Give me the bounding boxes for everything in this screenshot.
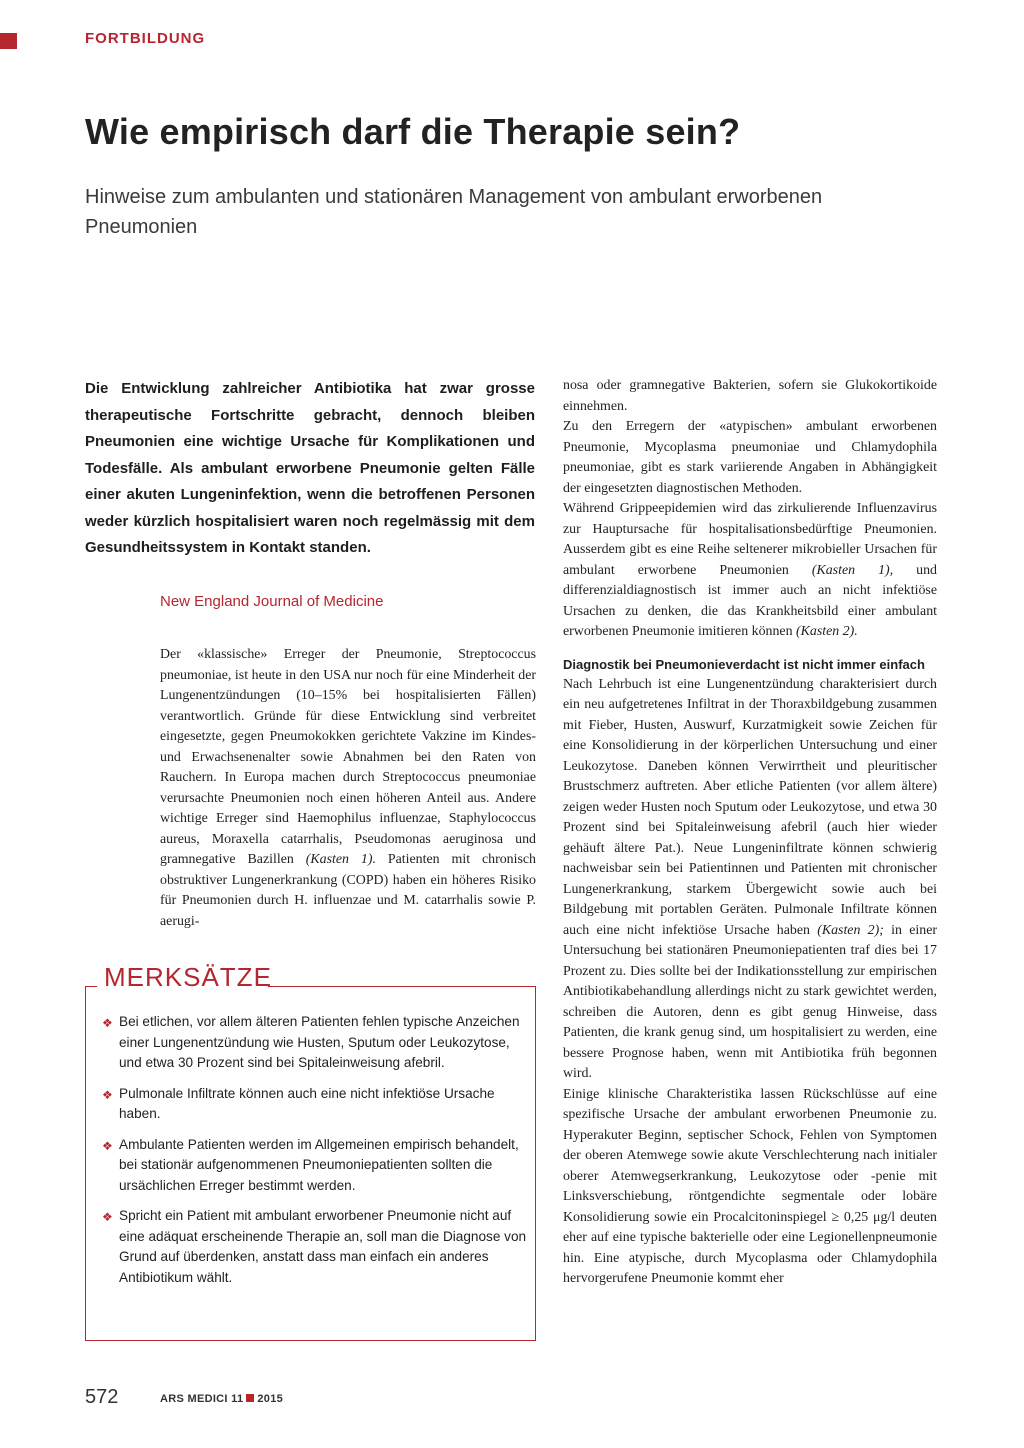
article-subtitle: Hinweise zum ambulanten und stationären Management von ambulant erworbenen Pneumonien [85, 186, 823, 238]
paragraph: nosa oder gramnegative Bakterien, sofern sie Glukokortikoide einnehmen. [563, 378, 937, 414]
diamond-bullet-icon: ❖ [102, 1210, 113, 1224]
paragraph: Einige klinische Charakteristika lassen Rückschlüsse auf eine spezifische Ursache der ambulant erworbenen Pneumonie zu. Hyperakuter Beginn, septischer Schock, Fehlen von Symptomen der oberen Atemwege sowie akute Verschlechterung nach initialer oberer Atemwegserkrankung, Leukozytose oder -penie mit Linksverschiebung, röntgendichte segmentale oder lobäre Konsolidierung sowie ein Procalcitoninspiegel ≥ 0,25 μg/l deuten eher auf eine typische bakterielle oder eine Legionellenpneumonie hin. Eine atypische, durch Mycoplasma oder Chlamydophila hervorgerufene Pneumonie kommt eher [563, 1086, 937, 1286]
lead-paragraph: Die Entwicklung zahlreicher Antibiotika hat zwar grosse therapeutische Fortschritte gebracht, dennoch bleiben Pneumonien eine wichtige Ursache für Komplikationen und Todesfälle. Als ambulant erworbene Pneumonie gelten Fälle einer akuten Lungeninfektion, wenn die betroffenen Personen weder kürzlich hospitalisiert waren noch regelmässig mit dem Gesundheitssystem in Kontakt standen. [85, 380, 535, 556]
source-label: New England Journal of Medicine [160, 593, 384, 610]
page-number: 572 [85, 1386, 119, 1408]
footer-magazine: ARS MEDICI 11 2015 [160, 1393, 284, 1405]
footer-square-icon [246, 1394, 254, 1402]
body-text-middle: Der «klassische» Erreger der Pneumonie, Streptococcus pneumoniae, ist heute in den USA nur noch für eine Minderheit der Lungenentzündungen (10–15% bei hospitalisierten Fällen) verantwortlich. Gründe für diese Entwicklung sind verbreitet eingesetzte, gegen Pneumokokken gerichtete Vakzine im Kindes- und Erwachsenenalter sowie Abnahmen bei den Raten von Rauchern. In Europa machen durch Streptococcus pneumoniae verursachte Pneumonien noch einen höheren Anteil aus. Andere wichtige Erreger sind Haemophilus influenzae, Staphylococcus aureus, Moraxella catarrhalis, Pseudomonas aeruginosa und gramnegative Bazillen (Kasten 1). Patienten mit chronisch obstruktiver Lungenerkrankung (COPD) haben ein höheres Risiko für Pneumonien durch H. influenzae und M. catarrhalis sowie P. aerugi- [160, 647, 537, 929]
merksaetze-title: MERKSÄTZE [104, 962, 272, 992]
section-marker [0, 33, 17, 49]
list-item: ❖ Ambulante Patienten werden im Allgemeinen empirisch behandelt, bei stationär aufgenommenen Pneumoniepatienten sollten die ursächlichen Erreger bestimmt werden. [102, 1136, 519, 1193]
paragraph: Nach Lehrbuch ist eine Lungenentzündung charakterisiert durch ein neu aufgetretenes Infiltrat in der Thoraxbildgebung zusammen mit Fieber, Husten, Auswurf, Kurzatmigkeit sowie Zeichen für eine Konsolidierung in der körperlichen Untersuchung und einer Leukozytose. Daneben können Verwirrtheit und pleuritischer Brustschmerz auftreten. Aber etliche Patienten (vor allem ältere) zeigen weder Husten noch Sputum oder Leukozytose, und etwa 30 Prozent sind bei Spitaleinweisung afebril (auch hier wieder gehäuft ältere Pat.). Neue Lungeninfiltrate können schwierig nachweisbar sein bei Patientinnen und Patienten mit chronischer Lungenerkrankung, starkem Übergewicht sowie auch bei Bildgebung mit portablen Geräten. Pulmonale Infiltrate können auch eine nicht infektiöse Ursache haben (Kasten 2); in einer Untersuchung bei stationären Pneumoniepatienten traf dies bei 17 Prozent zu. Dies sollte bei der Indikationsstellung zur empirischen Antibiotikabehandlung allerdings nicht zu stark gewichtet werden, schreiben die Autoren, denn es gibt genug Hinweise, dass Patienten, die krank genug sind, um hospitalisiert zu werden, eine bessere Prognose haben, wenn mit Antibiotika früh begonnen wird. [563, 676, 937, 1081]
diamond-bullet-icon: ❖ [102, 1016, 113, 1030]
list-item: ❖ Spricht ein Patient mit ambulant erworbener Pneumonie nicht auf eine adäquat erscheinende Therapie an, soll man die Diagnose von Grund auf überdenken, anstatt dass man einfach ein anderes Antibiotikum wählt. [102, 1208, 527, 1285]
paragraph: Zu den Erregern der «atypischen» ambulant erworbenen Pneumonie, Mycoplasma pneumoniae und Chlamydophila pneumoniae, gibt es stark variierende Angaben in Abhängigkeit der eingesetzten diagnostischen Methoden. [563, 419, 937, 496]
article-title: Wie empirisch darf die Therapie sein? [85, 111, 741, 152]
list-item: ❖ Bei etlichen, vor allem älteren Patienten fehlen typische Anzeichen einer Lungenentzündung wie Husten, Sputum oder Leukozytose, und etwa 30 Prozent sind bei Spitaleinweisung afebril. [102, 1014, 520, 1070]
subheading: Diagnostik bei Pneumonieverdacht ist nicht immer einfach [563, 656, 925, 672]
list-item: ❖ Pulmonale Infiltrate können auch eine nicht infektiöse Ursache haben. [102, 1085, 495, 1121]
paragraph: Während Grippeepidemien wird das zirkulierende Influenzavirus zur Hauptursache für hospitalisationsbedürftige Pneumonien. Ausserdem gibt es eine Reihe seltenerer mikrobieller Ursachen für ambulant erworbene Pneumonien (Kasten 1), und differenzialdiagnostisch ist immer auch an nicht infektiöse Ursachen zu denken, die das Krankheitsbild einer ambulant erworbenen Pneumonie imitieren können (Kasten 2). [563, 501, 938, 639]
body-text-right [563, 376, 937, 1290]
section-label: FORTBILDUNG [85, 30, 206, 47]
diamond-bullet-icon: ❖ [102, 1087, 113, 1102]
diamond-bullet-icon: ❖ [102, 1138, 113, 1153]
merksaetze-list [102, 1012, 527, 1298]
